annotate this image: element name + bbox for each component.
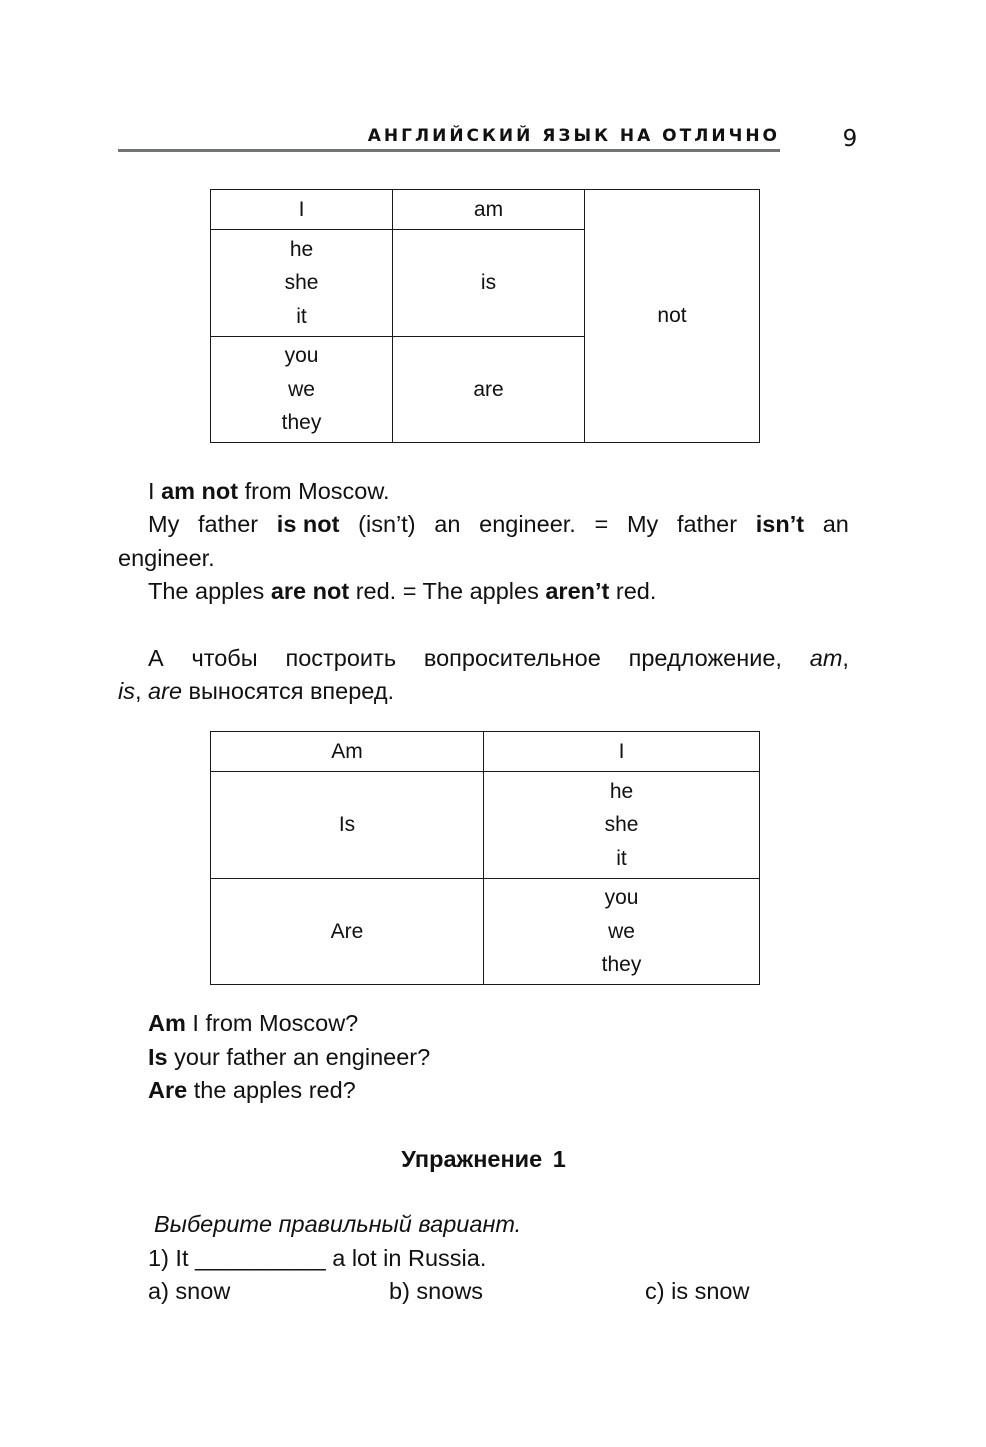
table1-cell-subject-i: I bbox=[211, 190, 393, 230]
question-example-2: Is your father an engineer? bbox=[148, 1044, 431, 1070]
table1-cell-verb-am: am bbox=[393, 190, 585, 230]
exercise-title: Упражнение 1 bbox=[401, 1146, 566, 1172]
running-header-title: АНГЛИЙСКИЙ ЯЗЫК НА ОТЛИЧНО bbox=[367, 126, 780, 146]
table2-subject: we bbox=[608, 919, 635, 943]
table2-cell-subjects-third-person bbox=[484, 772, 760, 879]
negative-example-3: The apples are not red. = The apples aren’t red. bbox=[148, 578, 657, 604]
negative-example-1: I am not from Moscow. bbox=[148, 478, 390, 504]
table1-subject: you bbox=[284, 344, 319, 368]
question-intro-line-2: is, are выносятся вперед. bbox=[118, 678, 395, 704]
negation-table bbox=[210, 189, 760, 443]
table1-cell-verb-is: is bbox=[393, 230, 585, 337]
table2-cell-verb-is: Is bbox=[211, 772, 484, 879]
table2-subject: it bbox=[616, 846, 627, 870]
page-number: 9 bbox=[842, 126, 858, 152]
question-example-3: Are the apples red? bbox=[148, 1077, 356, 1103]
table1-subject: we bbox=[288, 377, 315, 401]
table2-subject: he bbox=[609, 779, 634, 803]
table1-subject: it bbox=[296, 304, 307, 328]
exercise-option-c: c) is snow bbox=[645, 1278, 750, 1304]
table2-cell-subject-i: I bbox=[484, 732, 760, 772]
exercise-instruction: Выберите правильный вариант. bbox=[154, 1211, 522, 1237]
question-table bbox=[210, 731, 760, 985]
table2-cell-verb-am: Am bbox=[211, 732, 484, 772]
question-example-1: Am I from Moscow? bbox=[148, 1010, 359, 1036]
table2-subject: you bbox=[604, 886, 639, 910]
table2-cell-verb-are: Are bbox=[211, 879, 484, 985]
table1-cell-subjects-plural bbox=[211, 337, 393, 443]
table1-cell-not: not bbox=[585, 190, 760, 443]
header-rule bbox=[118, 149, 780, 152]
table1-cell-verb-are: are bbox=[393, 337, 585, 443]
exercise-option-a: a) snow bbox=[148, 1278, 231, 1304]
exercise-option-b: b) snows bbox=[389, 1278, 484, 1304]
negative-example-2-line-2: engineer. bbox=[118, 545, 215, 571]
table1-subject: she bbox=[284, 271, 319, 295]
table1-subject: he bbox=[289, 237, 314, 261]
table1-cell-subjects-third-person bbox=[211, 230, 393, 337]
exercise-item-1: 1) It __________ a lot in Russia. bbox=[148, 1245, 487, 1271]
table2-subject: she bbox=[604, 813, 639, 837]
table2-subject: they bbox=[601, 953, 642, 977]
question-intro-line-1: А чтобы построить вопросительное предложение, am, bbox=[148, 645, 849, 671]
table1-subject: they bbox=[281, 411, 322, 435]
table2-cell-subjects-plural bbox=[484, 879, 760, 985]
negative-example-2-line-1: My father is not (isn’t) an engineer. = My father isn’t an bbox=[148, 511, 849, 537]
